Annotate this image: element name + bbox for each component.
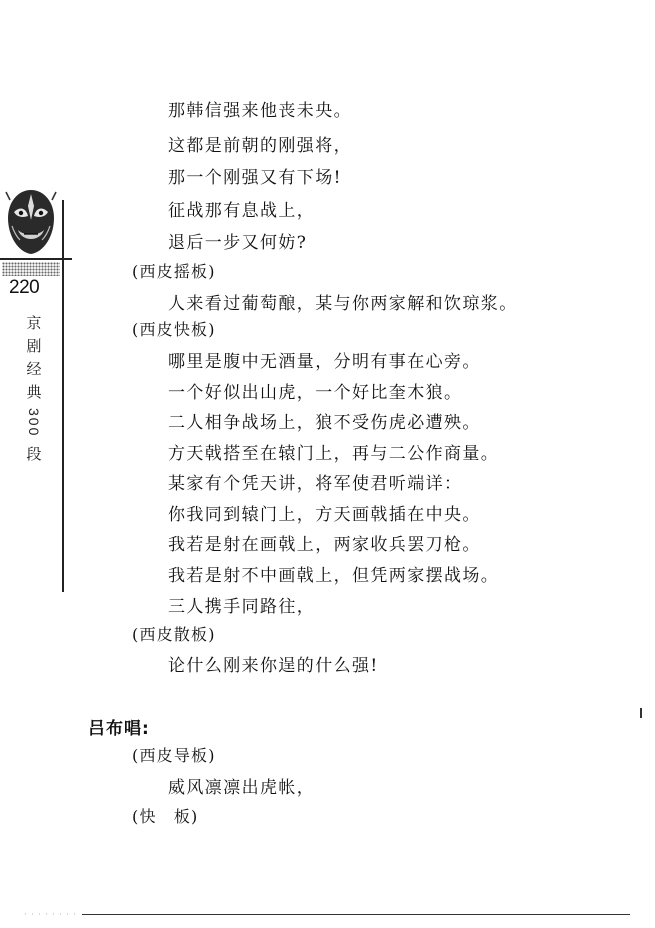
- opera-mask-icon: [4, 186, 58, 258]
- margin-horizontal-rule: [0, 258, 72, 260]
- lyric-line: 方天戟搭至在辕门上，再与二公作商量。: [168, 444, 500, 464]
- lyric-line: 退后一步又何妨?: [168, 233, 308, 253]
- lyric-line: 人来看过葡萄酿，某与你两家解和饮琼浆。: [168, 294, 518, 314]
- page-number: 220: [9, 277, 40, 298]
- lyric-line: 征战那有息战上，: [168, 201, 316, 221]
- lyric-line: 三人携手同路往，: [168, 597, 316, 617]
- lyric-line: 论什么刚来你逞的什么强!: [168, 656, 379, 676]
- footer-dots: [22, 913, 78, 915]
- book-title-vertical: [24, 312, 44, 466]
- lyric-line: 我若是射在画戟上，两家收兵罢刀枪。: [168, 535, 481, 555]
- book-title-number: 300: [26, 408, 42, 438]
- speaker-heading: 吕布唱:: [88, 719, 150, 739]
- tune-direction: (快 板): [132, 807, 199, 826]
- lyric-line: 威风凛凛出虎帐，: [168, 778, 316, 798]
- lyric-line: 哪里是腹中无酒量，分明有事在心旁。: [168, 352, 481, 372]
- tune-direction: (西皮散板): [132, 625, 216, 644]
- book-title-char: 段: [26, 445, 42, 464]
- lyric-line: 这都是前朝的刚强将，: [168, 136, 352, 156]
- lyric-line: 二人相争战场上，狼不受伤虎必遭殃。: [168, 413, 481, 433]
- book-title-char: 典: [26, 383, 42, 401]
- tune-direction: (西皮摇板): [132, 262, 216, 281]
- lyric-line: 那韩信强来他丧未央。: [168, 101, 352, 121]
- halftone-strip: [2, 262, 60, 276]
- print-mark: [640, 708, 642, 718]
- tune-direction: (西皮导板): [132, 746, 216, 765]
- book-title-char: 经: [26, 360, 42, 378]
- lyric-line: 我若是射不中画戟上，但凭两家摆战场。: [168, 566, 500, 586]
- lyric-line: 你我同到辕门上，方天画戟插在中央。: [168, 505, 481, 525]
- book-title-char: 京: [26, 314, 42, 332]
- lyric-line: 一个好似出山虎，一个好比奎木狼。: [168, 383, 463, 403]
- lyric-line: 那一个刚强又有下场!: [168, 168, 342, 188]
- book-title-char: 剧: [26, 337, 42, 355]
- tune-direction: (西皮快板): [132, 320, 216, 339]
- lyric-line: 某家有个凭天讲，将军使君听端详：: [168, 474, 463, 494]
- footer-rule: [82, 914, 630, 915]
